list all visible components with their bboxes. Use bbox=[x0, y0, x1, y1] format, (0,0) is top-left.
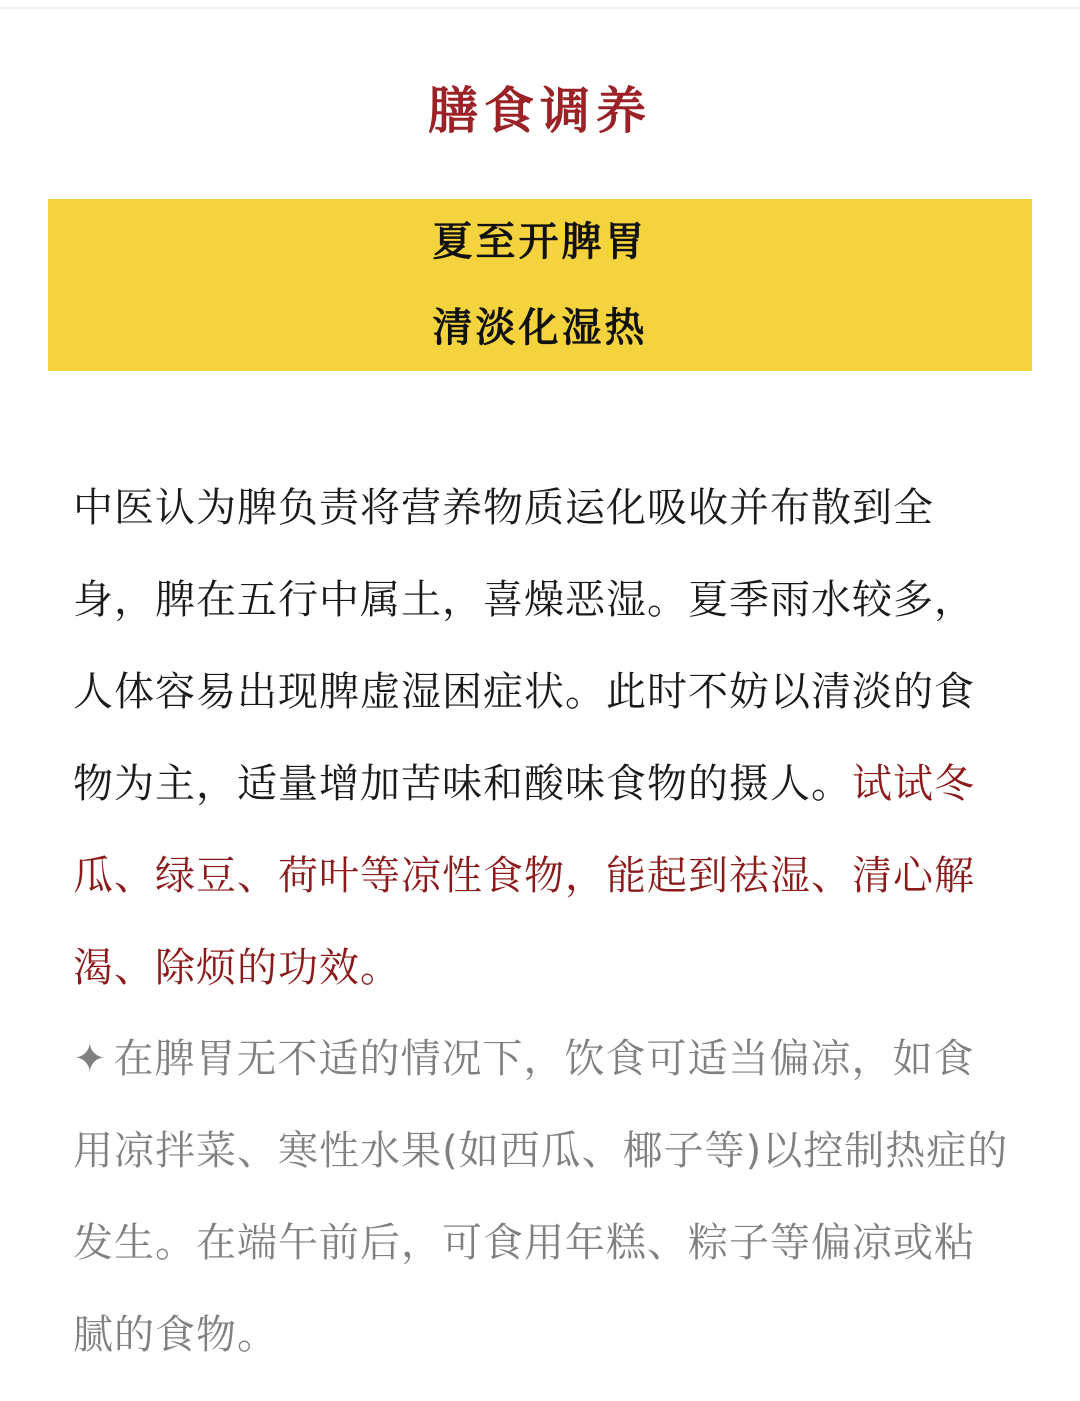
highlighted-recommendation: 试试冬瓜、绿豆、荷叶等凉性食物，能起到祛湿、清心解渴、除烦的功效。 bbox=[73, 761, 975, 991]
main-paragraph bbox=[73, 462, 1013, 1014]
banner-line-2: 清淡化湿热 bbox=[432, 305, 648, 351]
note-text: 在脾胃无不适的情况下，饮食可适当偏凉，如食用凉拌菜、寒性水果(如西瓜、椰子等)以控制热症的发生。在端午前后，可食用年糕、粽子等偏凉或粘腻的食物。 bbox=[73, 1036, 1009, 1358]
top-divider bbox=[0, 7, 1080, 9]
subtitle-banner bbox=[48, 199, 1032, 371]
diamond-icon: ✦ bbox=[73, 1036, 108, 1082]
note-paragraph bbox=[73, 1013, 1013, 1381]
section-title: 膳食调养 bbox=[428, 81, 652, 140]
banner-line-1: 夏至开脾胃 bbox=[432, 219, 648, 265]
main-paragraph-text: 中医认为脾负责将营养物质运化吸收并布散到全身，脾在五行中属土，喜燥恶湿。夏季雨水较多，人体容易出现脾虚湿困症状。此时不妨以清淡的食物为主，适量增加苦味和酸味食物的摄人。 bbox=[73, 485, 975, 807]
